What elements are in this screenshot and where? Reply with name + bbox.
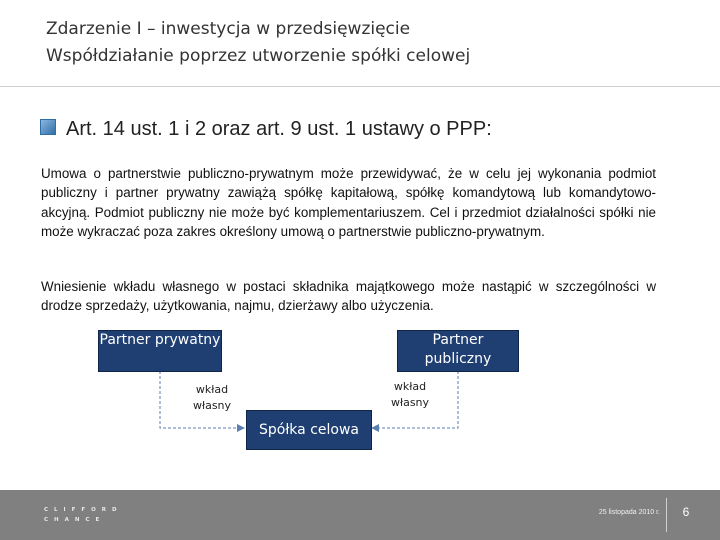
company-logo [44, 505, 134, 525]
slide-title-line2: Współdziałanie poprzez utworzenie spółki celowej [46, 46, 471, 66]
page-number: 6 [682, 505, 690, 519]
logo-line2: CHANCE [44, 517, 106, 523]
partner-private-box: Partner prywatny [98, 330, 222, 372]
footer-divider [666, 498, 667, 532]
paragraph-2: Wniesienie wkładu własnego w postaci składnika majątkowego może nastąpić w szczególności w drodze sprzedaży, użytkowania, najmu, dzierżawy albo użyczenia. [41, 279, 656, 314]
paragraph-1: Umowa o partnerstwie publiczno-prywatnym może przewidywać, że w celu jej wykonania podmiot publiczny i partner prywatny zawiążą spółkę kapitałową, spółkę komandytową lub komandytowo-akcyjną. Podmiot publiczny nie może być komplementariuszem. Cel i przedmiot działalności spółki nie może wykraczać poza zakres określony umową o partnerstwie publiczno-prywatnym. [41, 166, 656, 240]
slide-title-line1: Zdarzenie I – inwestycja w przedsięwzięcie [46, 19, 411, 39]
slide-footer [0, 490, 720, 540]
section-heading-text: Art. 14 ust. 1 i 2 oraz art. 9 ust. 1 ustawy o PPP: [66, 118, 492, 140]
contribution-label-left: wkład własny [192, 383, 232, 412]
footer-date: 25 listopada 2010 r. [598, 509, 660, 516]
spv-box: Spółka celowa [246, 410, 372, 450]
contribution-label-right: wkład własny [390, 380, 430, 409]
logo-line1: CLIFFORD [44, 507, 123, 513]
partner-public-box: Partner publiczny [397, 330, 519, 372]
